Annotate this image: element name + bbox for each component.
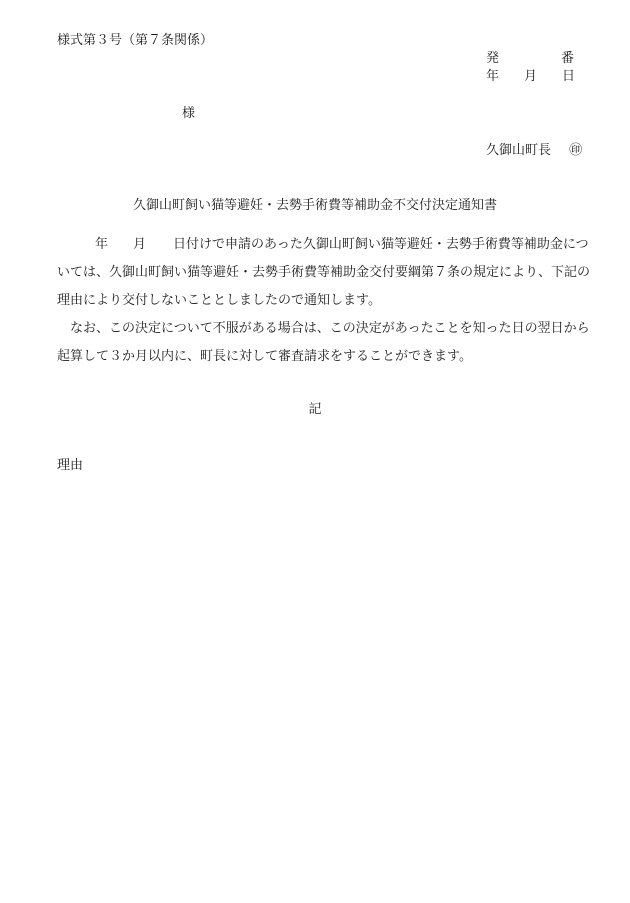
date-year: 年 <box>486 69 500 84</box>
body-line-1 <box>57 237 589 266</box>
sender <box>486 144 582 157</box>
issue-ban: 番 <box>560 51 574 66</box>
body-year: 年 <box>95 237 109 252</box>
form-number: 様式第３号（第７条関係） <box>57 33 214 48</box>
date-day: 日 <box>562 69 576 84</box>
body-line-5: 起算して３か月以内に、町長に対して審査請求をすることができます。 <box>57 349 472 364</box>
ki-heading: 記 <box>308 402 322 417</box>
sender-title: 久御山町長 <box>486 143 552 158</box>
body-line-1-text: 日付けで申請のあった久御山町飼い猫等避妊・去勢手術費等補助金につ <box>173 237 589 252</box>
issue-number-row <box>486 52 574 65</box>
document-title: 久御山町飼い猫等避妊・去勢手術費等補助金不交付決定通知書 <box>132 198 497 213</box>
body-line-3: 理由により交付しないこととしましたので通知します。 <box>57 293 381 308</box>
reason-label: 理由 <box>57 458 84 473</box>
date-month: 月 <box>524 69 538 84</box>
issue-date-row <box>486 70 574 84</box>
body-line-2: いては、久御山町飼い猫等避妊・去勢手術費等補助金交付要綱第７条の規定により、下記の <box>57 265 591 280</box>
issue-hatsu: 発 <box>486 51 500 66</box>
body-paragraph <box>57 237 591 378</box>
body-line-4: なお、この決定について不服がある場合は、この決定があったことを知った日の翌日から <box>70 321 590 336</box>
addressee-suffix: 様 <box>182 106 196 121</box>
body-month: 月 <box>133 237 147 252</box>
seal-mark: ㊞ <box>569 143 583 158</box>
